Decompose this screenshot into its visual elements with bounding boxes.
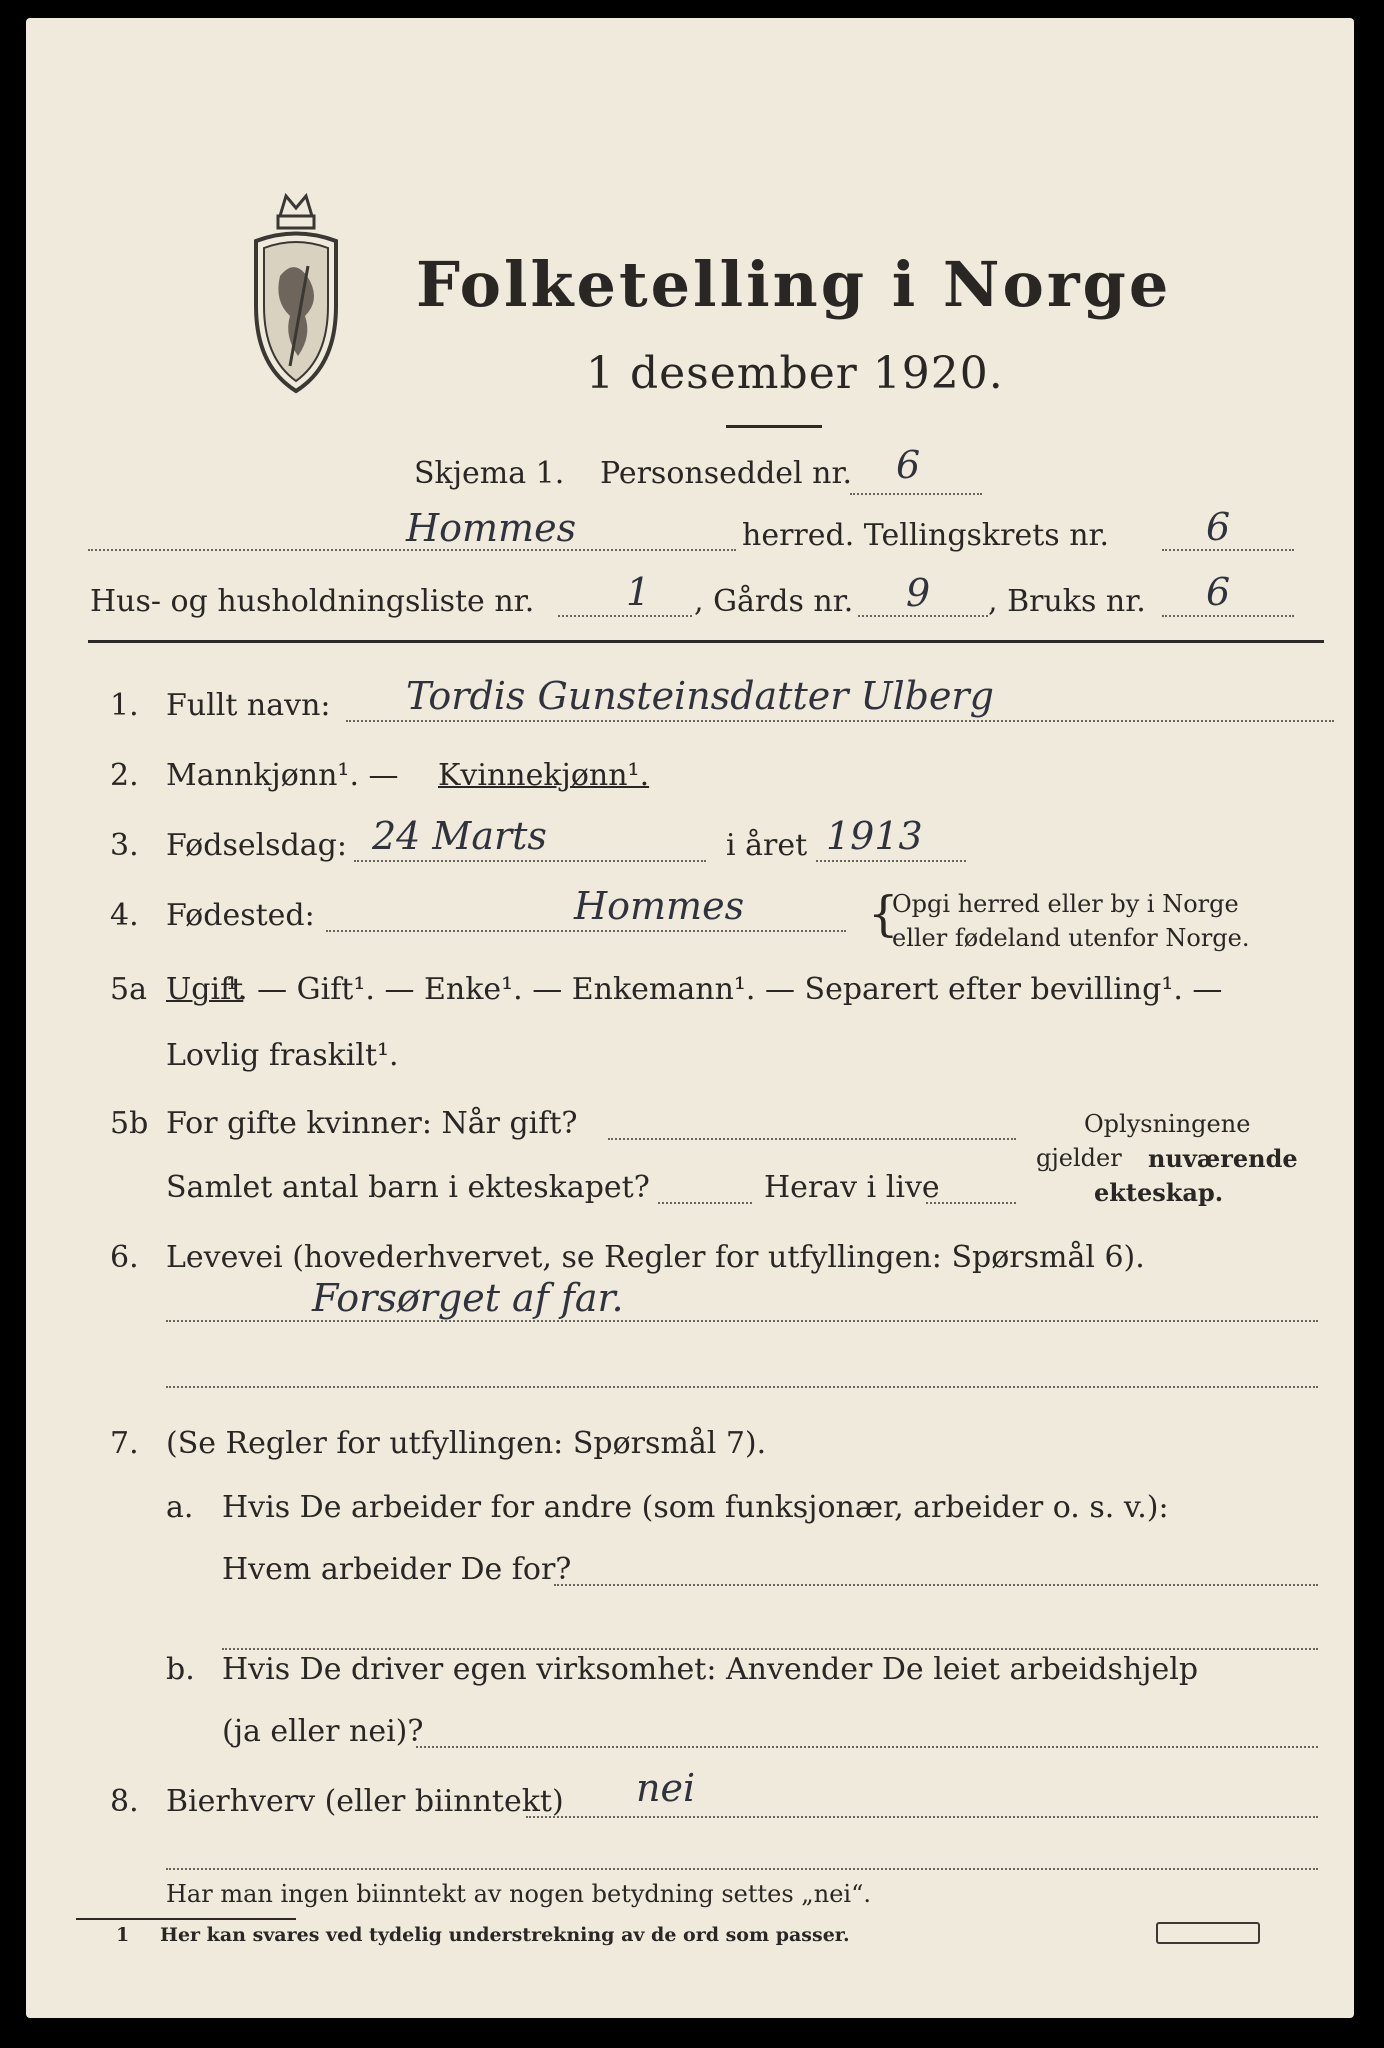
q4-label: Fødested: [166, 898, 315, 933]
q8-line-1 [526, 1816, 1318, 1818]
hus-value: 1 [626, 570, 651, 614]
personseddel-label: Personseddel nr. [600, 456, 853, 491]
q5b-number: 5b [110, 1106, 149, 1141]
q5a-number: 5a [110, 972, 147, 1007]
q7-number: 7. [110, 1426, 139, 1461]
q4-number: 4. [110, 898, 139, 933]
footnote-text: Her kan svares ved tydelig understrekning av de ord som passer. [160, 1924, 850, 1946]
q5b-live-label: Herav i live [764, 1170, 940, 1205]
q7a-letter: a. [166, 1490, 194, 1525]
q7a-question: Hvem arbeider De for? [222, 1552, 572, 1587]
personseddel-line [850, 493, 982, 495]
krets-line [1162, 549, 1294, 551]
bruks-line [1162, 615, 1294, 617]
hus-line [558, 615, 692, 617]
q6-occupation: Forsørget af far. [312, 1276, 624, 1320]
q7b-line [416, 1746, 1318, 1748]
q8-line-2 [166, 1868, 1318, 1870]
q8-number: 8. [110, 1784, 139, 1819]
q2-female-underlined: Kvinnekjønn¹. [438, 758, 650, 793]
q4-line [326, 930, 846, 932]
q3-birth-date: 24 Marts [372, 814, 547, 858]
census-form-page [26, 18, 1354, 2018]
q7b-text: Hvis De driver egen virksomhet: Anvender De leiet arbeidshjelp [222, 1652, 1199, 1687]
q3-number: 3. [110, 828, 139, 863]
schema-label: Skjema 1. [414, 456, 565, 491]
header-rule [88, 640, 1324, 643]
q5b-barn-label: Samlet antal barn i ekteskapet? [166, 1170, 650, 1205]
q5a-ugift-underlined: Ugift [166, 972, 244, 1007]
gards-line [858, 615, 988, 617]
coat-of-arms-emblem [250, 186, 342, 396]
q3-date-line [354, 860, 706, 862]
q5b-note-2b: nuværende [1148, 1144, 1298, 1173]
q1-full-name: Tordis Gunsteinsdatter Ulberg [406, 674, 994, 718]
census-date: 1 desember 1920. [586, 348, 1004, 399]
q5b-note-2a: gjelder [1036, 1144, 1122, 1172]
q5b-note-1: Oplysningene [1084, 1110, 1251, 1138]
printer-stamp [1156, 1922, 1260, 1944]
q5a-options: ¹. — Gift¹. — Enke¹. — Enkemann¹. — Separert efter bevilling¹. — [226, 972, 1223, 1007]
q8-side-income: nei [636, 1766, 696, 1810]
bruks-value: 6 [1206, 570, 1231, 614]
gards-value: 9 [906, 571, 931, 615]
q3-year-line [816, 860, 966, 862]
q6-label: Levevei (hovederhvervet, se Regler for utfyllingen: Spørsmål 6). [166, 1240, 1145, 1275]
q5b-live-line [926, 1202, 1016, 1204]
q4-brace: { [868, 886, 899, 942]
q7a-line-2 [222, 1648, 1318, 1650]
q4-note-2: eller fødeland utenfor Norge. [892, 924, 1250, 952]
q2-male: Mannkjønn¹. — [166, 758, 399, 793]
q7a-text: Hvis De arbeider for andre (som funksjonær, arbeider o. s. v.): [222, 1490, 1169, 1525]
q5b-barn-line [658, 1202, 752, 1204]
q5b-label: For gifte kvinner: Når gift? [166, 1106, 578, 1141]
q1-label: Fullt navn: [166, 688, 331, 723]
note-no-income: Har man ingen biinntekt av nogen betydning settes „nei“. [166, 1880, 871, 1908]
q7a-line-1 [554, 1584, 1318, 1586]
q6-number: 6. [110, 1240, 139, 1275]
gards-label: , Gårds nr. [694, 584, 854, 619]
q3-label: Fødselsdag: [166, 828, 347, 863]
q7-label: (Se Regler for utfyllingen: Spørsmål 7). [166, 1426, 767, 1461]
q8-label: Bierhverv (eller biinntekt) [166, 1784, 564, 1819]
hus-label: Hus- og husholdningsliste nr. [90, 584, 535, 619]
q3-year-label: i året [726, 828, 808, 863]
personseddel-value: 6 [896, 443, 921, 487]
q6-line-2 [166, 1386, 1318, 1388]
footnote-rule [76, 1918, 296, 1920]
krets-value: 6 [1206, 505, 1231, 549]
q3-birth-year: 1913 [826, 814, 923, 858]
form-title: Folketelling i Norge [416, 248, 1172, 321]
q2-number: 2. [110, 758, 139, 793]
q4-note-1: Opgi herred eller by i Norge [892, 890, 1239, 918]
q1-line [346, 720, 1334, 722]
title-divider [726, 425, 822, 428]
q6-line-1 [166, 1320, 1318, 1322]
q5b-gift-line [608, 1138, 1016, 1140]
bruks-label: , Bruks nr. [988, 584, 1146, 619]
herred-value: Hommes [406, 506, 577, 550]
q7b-letter: b. [166, 1652, 195, 1687]
q5a-fraskilt: Lovlig fraskilt¹. [166, 1038, 399, 1073]
q4-birth-place: Hommes [574, 884, 745, 928]
herred-label: herred. Tellingskrets nr. [742, 518, 1110, 553]
footnote-mark: 1 [116, 1924, 130, 1946]
q7b-question: (ja eller nei)? [222, 1714, 424, 1749]
q5b-note-3: ekteskap. [1094, 1178, 1224, 1207]
q1-number: 1. [110, 688, 139, 723]
